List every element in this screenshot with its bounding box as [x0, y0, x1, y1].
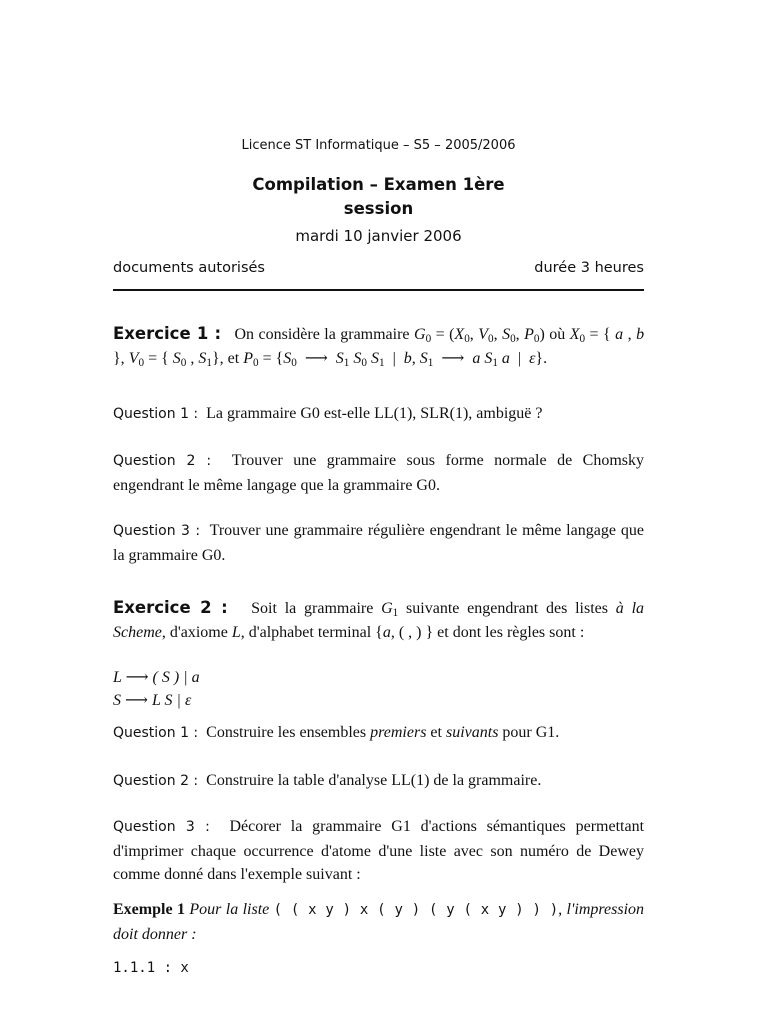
exercise-1-question-3: Question 3 : Trouver une grammaire régulière engendrant le même langage que la grammaire G0.: [113, 522, 644, 564]
exercise-1-intro: Exercice 1 : On considère la grammaire $G_0 = (X_0$, $V_0$, $S_0$, $P_0$) où $X_0$ = { a , b }, $V_0$ = { $S_0$ , $S_1$}, et $P_0 = \{S_0$ ⟶ $S_1$ $S_0$ $S_1$ | b, $S_1$ ⟶ a $S_1$ a | ε}.: [113, 324, 645, 369]
exercise-1-label: Exercice 1 :: [113, 324, 222, 343]
exercise-1-question-2: Question 2 : Trouver une grammaire sous forme normale de Chomsky engendrant le même langage que la grammaire G0.: [113, 452, 644, 494]
example-list: ( ( x y ) x ( y ) ( y ( x y ) ) ): [273, 902, 559, 918]
documents-note: documents autorisés: [113, 260, 265, 276]
exercise-2-intro: Exercice 2 : Soit la grammaire $G_1$ suivante engendrant des listes à la Scheme, d'axiome L, d'alphabet terminal {a, ( , ) } et dont les règles sont :: [113, 598, 645, 641]
exercise-2-question-2: Question 2 : Construire la table d'analyse LL(1) de la grammaire.: [113, 772, 542, 789]
grammar-rule-1: L ⟶ ( S ) | a: [113, 669, 200, 686]
exercise-1-question-1: Question 1 : La grammaire G0 est-elle LL(1), SLR(1), ambiguë ?: [113, 405, 543, 422]
example-1: Exemple 1 Pour la liste ( ( x y ) x ( y ) ( y ( x y ) ) ), l'impression doit donner :: [113, 901, 645, 943]
course-header: Licence ST Informatique – S5 – 2005/2006: [241, 138, 516, 153]
grammar-rule-2: S ⟶ L S | ε: [113, 692, 192, 709]
exam-date: mardi 10 janvier 2006: [295, 227, 462, 245]
example-output-line-1: 1.1.1 : x: [113, 960, 189, 976]
example-label: Exemple 1: [113, 901, 185, 918]
page-title: [113, 173, 644, 221]
header-divider: [113, 289, 644, 291]
exercise-2-question-1: Question 1 : Construire les ensembles premiers et suivants pour G1.: [113, 724, 560, 741]
title-line-1: Compilation – Examen 1ère: [252, 175, 505, 194]
meta-row: [113, 260, 644, 276]
title-line-2: session: [343, 199, 414, 218]
duration-note: durée 3 heures: [534, 260, 644, 276]
exercise-2-label: Exercice 2 :: [113, 598, 228, 617]
exercise-2-question-3: Question 3 : Décorer la grammaire G1 d'actions sémantiques permettant d'imprimer chaque occurrence d'atome d'une liste avec son numéro de Dewey comme donné dans l'exemple suivant :: [113, 818, 645, 883]
